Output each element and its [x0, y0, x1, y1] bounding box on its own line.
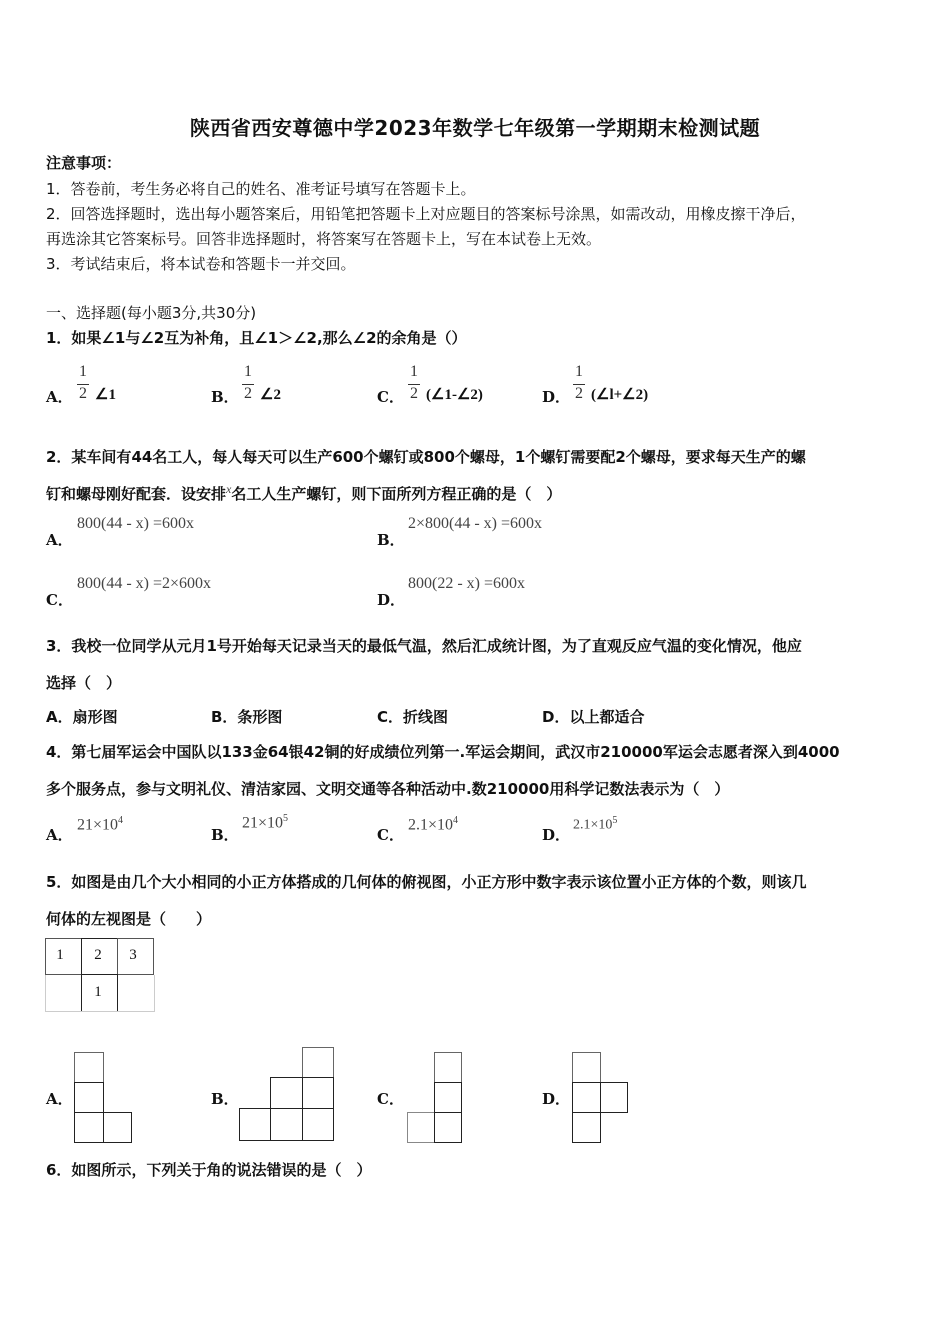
- q5-option-c-label: C．: [377, 1090, 404, 1108]
- notice-item-3: 3．考试结束后，将本试卷和答题卡一并交回。: [46, 255, 356, 273]
- q2-option-a-equation: 800(44 - x) =600x: [77, 515, 195, 532]
- q2-stem-line2: [46, 483, 561, 504]
- grid-number: 2: [94, 947, 102, 963]
- q1-option-a-expr: ∠1: [95, 387, 116, 403]
- fraction-denominator: 2: [79, 385, 87, 402]
- q4-option-a-base: 21×10: [77, 816, 119, 834]
- notice-heading: 注意事项：: [46, 154, 122, 172]
- q4-stem-line1: 4．第七届军运会中国队以133金64银42铜的好成绩位列第一.军运会期间，武汉市210000军运会志愿者深入到4000: [46, 743, 840, 761]
- q4-option-d-value: [573, 815, 617, 834]
- view-square: [434, 1052, 462, 1083]
- fraction-numerator: 1: [410, 363, 418, 380]
- q1-option-a-label: A．: [46, 388, 73, 406]
- view-square: [572, 1082, 601, 1113]
- view-square: [74, 1112, 104, 1143]
- fraction-denominator: 2: [410, 385, 418, 402]
- q2-option-c-equation: 800(44 - x) =2×600x: [77, 575, 212, 592]
- grid-number: 1: [56, 947, 64, 963]
- q1-option-c-expr: (∠1-∠2): [426, 387, 483, 403]
- view-square: [103, 1112, 132, 1143]
- q4-option-d-exponent: 5: [612, 815, 618, 826]
- q2-stem-part1: 钉和螺母刚好配套．设安排: [46, 485, 227, 503]
- notice-item-2: 2．回答选择题时，选出每小题答案后，用铅笔把答题卡上对应题目的答案标号涂黑，如需改动，用橡皮擦干净后，: [46, 205, 806, 223]
- notice-item-1: 1．答卷前，考生务必将自己的姓名、准考证号填写在答题卡上。: [46, 180, 476, 198]
- q4-stem-line2: 多个服务点，参与文明礼仪、清洁家园、文明交通等各种活动中.数210000用科学记数法表示为（ ）: [46, 780, 730, 798]
- q2-variable: x: [226, 482, 232, 496]
- q1-option-d-label: D．: [542, 388, 571, 406]
- q4-option-d-label: D．: [542, 826, 571, 844]
- grid-number: 1: [94, 984, 102, 1000]
- q1-option-c-label: C．: [377, 388, 404, 406]
- section-heading: 一、选择题(每小题3分,共30分): [46, 304, 257, 322]
- q2-option-d-equation: 800(22 - x) =600x: [408, 575, 526, 592]
- q3-option-a: A．扇形图: [46, 708, 118, 726]
- view-square: [270, 1108, 303, 1141]
- view-square: [434, 1082, 462, 1113]
- q2-option-b-label: B．: [377, 531, 405, 549]
- q2-option-b-equation: 2×800(44 - x) =600x: [408, 515, 543, 532]
- q2-option-d-label: D．: [377, 591, 406, 609]
- view-square: [407, 1112, 435, 1143]
- q4-option-c-exponent: 4: [453, 815, 459, 826]
- q5-option-b-label: B．: [211, 1090, 239, 1108]
- q4-option-b-value: [242, 813, 288, 832]
- view-square: [434, 1112, 462, 1143]
- q2-option-c-label: C．: [46, 591, 73, 609]
- q6-stem: 6．如图所示，下列关于角的说法错误的是（ ）: [46, 1161, 372, 1179]
- q4-option-b-label: B．: [211, 826, 239, 844]
- view-square: [74, 1052, 104, 1083]
- q1-option-b-label: B．: [211, 388, 239, 406]
- q4-option-b-base: 21×10: [242, 814, 284, 832]
- grid-faint-line: [154, 975, 155, 1012]
- q3-option-b: B．条形图: [211, 708, 283, 726]
- q5-stem-line2: 何体的左视图是（ ）: [46, 910, 212, 928]
- fraction-denominator: 2: [244, 385, 252, 402]
- q5-option-d-label: D．: [542, 1090, 571, 1108]
- grid-faint-line: [45, 1011, 155, 1012]
- q4-option-c-value: [408, 815, 458, 834]
- fraction-denominator: 2: [575, 385, 583, 402]
- view-square: [270, 1077, 303, 1109]
- q1-option-b-expr: ∠2: [260, 387, 281, 403]
- q3-option-d: D．以上都适合: [542, 708, 645, 726]
- q4-option-d-base: 2.1×10: [573, 817, 613, 833]
- view-square: [572, 1112, 601, 1143]
- q2-stem-part2: 名工人生产螺钉，则下面所列方程正确的是（ ）: [231, 485, 562, 503]
- view-square: [239, 1108, 271, 1141]
- q4-option-a-exponent: 4: [118, 815, 124, 826]
- view-square: [74, 1082, 104, 1113]
- q4-option-c-label: C．: [377, 826, 404, 844]
- view-square: [302, 1047, 334, 1078]
- fraction-numerator: 1: [79, 363, 87, 380]
- q3-option-c: C．折线图: [377, 708, 449, 726]
- view-square: [600, 1082, 628, 1113]
- q4-option-a-label: A．: [46, 826, 73, 844]
- q4-option-a-value: [77, 815, 123, 834]
- q3-stem-line1: 3．我校一位同学从元月1号开始每天记录当天的最低气温，然后汇成统计图，为了直观反应气温的变化情况，他应: [46, 637, 802, 655]
- fraction-numerator: 1: [244, 363, 252, 380]
- q1-option-d-expr: (∠l+∠2): [591, 387, 649, 403]
- q2-option-a-label: A．: [46, 531, 73, 549]
- page-title: 陕西省西安尊德中学2023年数学七年级第一学期期末检测试题: [189, 116, 761, 140]
- q5-stem-line1: 5．如图是由几个大小相同的小正方体搭成的几何体的俯视图，小正方形中数字表示该位置小正方体的个数，则该几: [46, 873, 807, 891]
- fraction-numerator: 1: [575, 363, 583, 380]
- view-square: [302, 1077, 334, 1109]
- grid-faint-line: [45, 975, 46, 1012]
- q4-option-c-base: 2.1×10: [408, 816, 454, 834]
- view-square: [572, 1052, 601, 1083]
- grid-number: 3: [129, 947, 137, 963]
- q1-stem: 1．如果∠1与∠2互为补角，且∠1＞∠2,那么∠2的余角是（）: [46, 329, 467, 347]
- q5-option-a-label: A．: [46, 1090, 73, 1108]
- q3-stem-line2: 选择（ ）: [46, 674, 122, 692]
- notice-item-2-cont: 再选涂其它答案标号。回答非选择题时，将答案写在答题卡上，写在本试卷上无效。: [46, 230, 602, 248]
- view-square: [302, 1108, 334, 1141]
- q4-option-b-exponent: 5: [283, 813, 289, 824]
- q2-stem-line1: 2．某车间有44名工人，每人每天可以生产600个螺钉或800个螺母，1个螺钉需要配2个螺母，要求每天生产的螺: [46, 448, 806, 466]
